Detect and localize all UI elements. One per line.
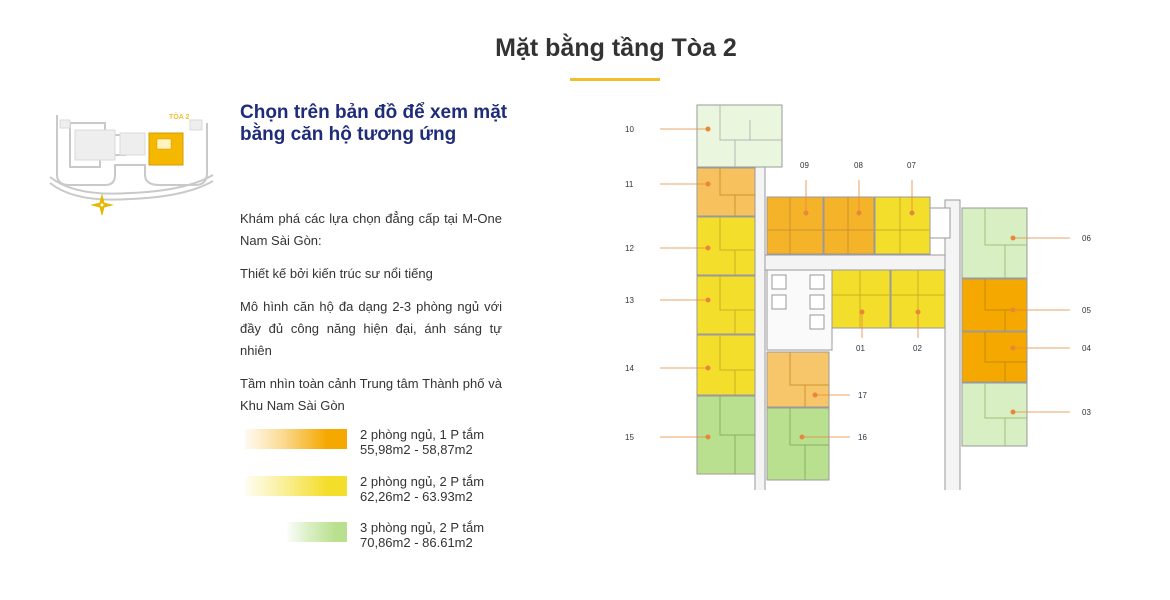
elevator-icon [772,295,786,309]
unit-12[interactable] [625,217,755,275]
elevator-icon [772,275,786,289]
unit-label-10: 10 [625,125,634,134]
elevator-icon [810,315,824,329]
legend-item-2br-1ba [245,427,505,461]
legend-label: 3 phòng ngủ, 2 P tắm [360,520,485,535]
legend-area: 70,86m2 - 86.61m2 [360,535,473,550]
unit-label-03: 03 [1082,408,1091,417]
unit-15[interactable] [625,396,755,474]
title-underline [570,78,660,81]
legend-swatch-orange [245,429,347,449]
unit-label-08: 08 [854,161,863,170]
unit-label-12: 12 [625,244,634,253]
legend-label: 2 phòng ngủ, 1 P tắm [360,427,485,442]
unit-17[interactable] [767,352,867,407]
corridor [945,200,960,490]
unit-05[interactable] [962,279,1091,331]
unit-label-06: 06 [1082,234,1091,243]
unit-06[interactable] [962,208,1091,278]
stair-icon [930,208,950,238]
unit-label-16: 16 [858,433,867,442]
unit-label-13: 13 [625,296,634,305]
elevator-icon [810,275,824,289]
unit-01[interactable] [832,270,890,353]
mini-map-tower-label: TÒA 2 [169,114,190,121]
unit-08[interactable] [824,161,874,254]
floor-plan[interactable] [610,100,1130,490]
intro-paragraph-2: Thiết kế bởi kiến trúc sư nổi tiếng [240,266,433,281]
legend-label: 2 phòng ngủ, 2 P tắm [360,474,485,489]
legend-swatch-yellow [245,476,347,496]
corridor [755,160,765,490]
unit-label-15: 15 [625,433,634,442]
unit-07[interactable] [875,161,930,254]
intro-paragraph-4: Tầm nhìn toàn cảnh Trung tâm Thành phố và Khu Nam Sài Gòn [240,376,502,413]
legend-item-3br-2ba [245,520,505,554]
unit-label-05: 05 [1082,306,1091,315]
legend-area: 62,26m2 - 63.93m2 [360,489,473,504]
unit-03[interactable] [962,383,1091,446]
unit-09[interactable] [767,161,823,254]
unit-label-01: 01 [856,344,865,353]
unit-02[interactable] [891,270,945,353]
unit-16[interactable] [767,408,867,480]
site-mini-map[interactable] [45,105,215,215]
unit-label-04: 04 [1082,344,1091,353]
unit-10[interactable] [625,105,782,167]
legend-swatch-green [287,522,347,542]
intro-heading: Chọn trên bản đồ để xem mặt bằng căn hộ tương ứng [240,102,508,145]
unit-13[interactable] [625,276,755,334]
legend-area: 55,98m2 - 58,87m2 [360,442,473,457]
compass-icon [90,193,114,215]
unit-label-17: 17 [858,391,867,400]
unit-14[interactable] [625,335,755,395]
legend-item-2br-2ba [245,474,505,508]
unit-label-14: 14 [625,364,634,373]
unit-label-02: 02 [913,344,922,353]
unit-11[interactable] [625,168,755,216]
intro-paragraph-3: Mô hình căn hộ đa dạng 2-3 phòng ngủ với đầy đủ công năng hiện đại, ánh sáng tự nhiên [240,299,502,358]
unit-label-11: 11 [625,180,634,189]
intro-paragraph-1: Khám phá các lựa chọn đẳng cấp tại M-One Nam Sài Gòn: [240,211,502,248]
unit-label-09: 09 [800,161,809,170]
corridor [765,255,945,270]
page-title: Mặt bằng tầng Tòa 2 [495,34,737,62]
unit-04[interactable] [962,332,1091,382]
elevator-icon [810,295,824,309]
unit-label-07: 07 [907,161,916,170]
